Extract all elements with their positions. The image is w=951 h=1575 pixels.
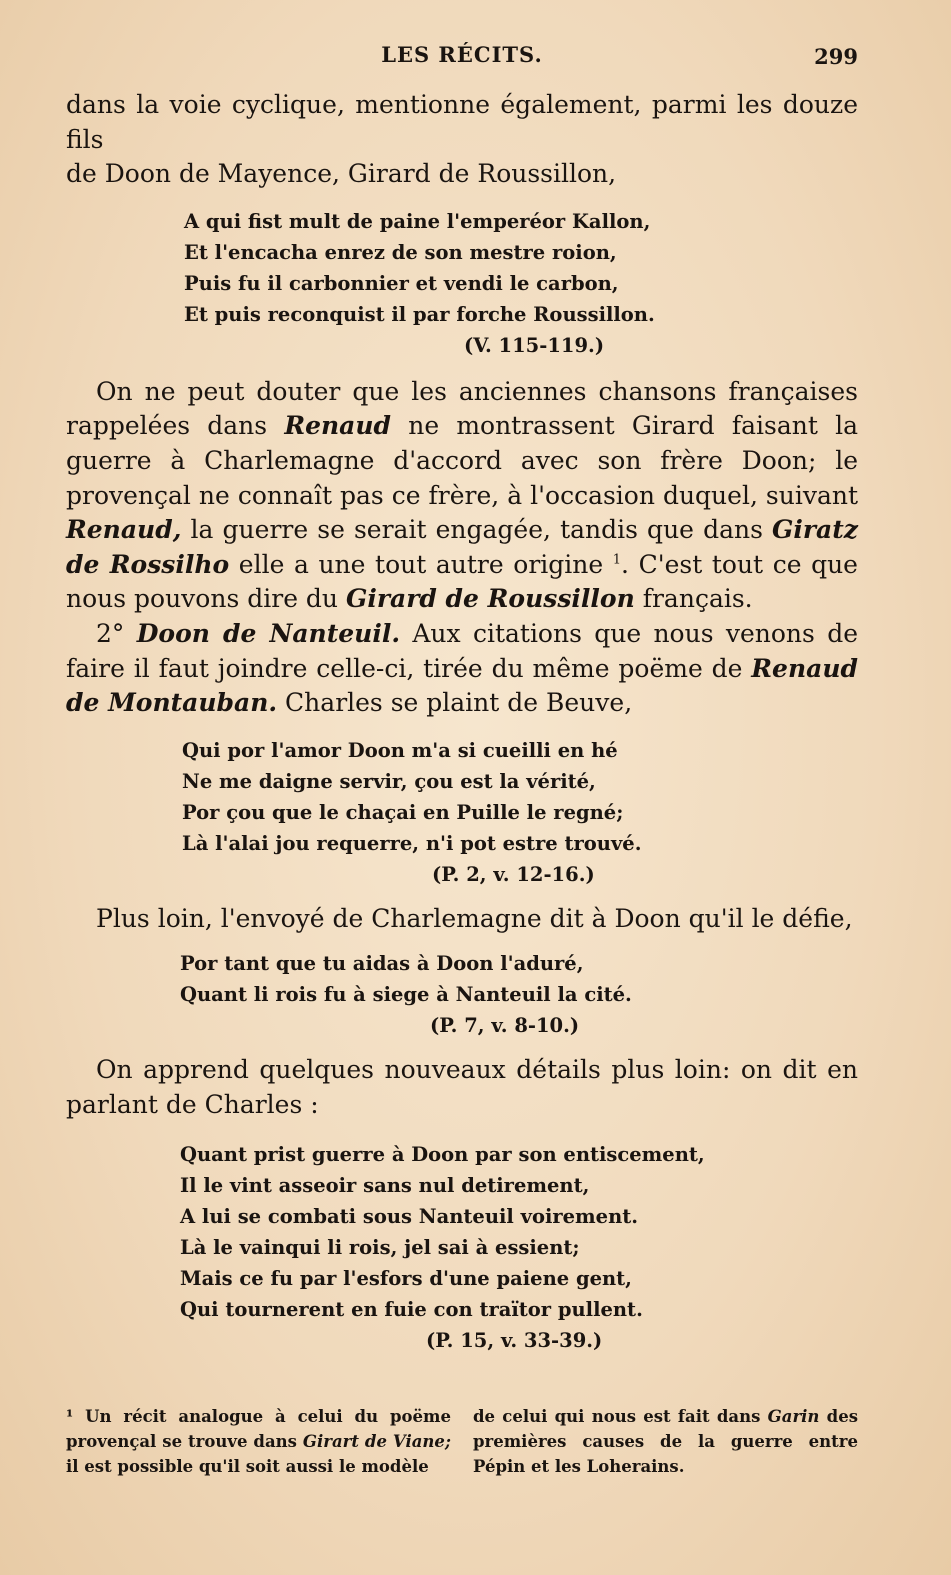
page-number: 299	[814, 44, 858, 69]
italic-title-doon: Doon de Nanteuil.	[136, 618, 401, 648]
verse-line: Là le vainqui li rois, jel sai à essient;	[180, 1235, 580, 1259]
verse-line: Puis fu il carbonnier et vendi le carbon,	[184, 271, 619, 295]
verse-line: Qui tournerent en fuie con traïtor pullent.	[180, 1297, 643, 1321]
running-title: LES RÉCITS.	[381, 42, 543, 67]
paragraph-1	[66, 88, 858, 192]
paragraph-2-text-j: français.	[634, 584, 753, 614]
verse-line: Quant prist guerre à Doon par son entiscement,	[180, 1142, 705, 1166]
paragraph-1-line-2: de Doon de Mayence, Girard de Roussillon,	[66, 159, 617, 189]
verse-line: Là l'alai jou requerre, n'i pot estre trouvé.	[182, 831, 642, 855]
running-head	[66, 42, 858, 72]
footnote-left-text-a: Un récit analogue à celui du poëme provençal se trouve dans	[66, 1407, 451, 1451]
paragraph-2-text-a: On ne peut douter que les anciennes chansons françaises rappelées dans	[66, 376, 858, 441]
verse-line: Il le vint asseoir sans nul detirement,	[180, 1173, 590, 1197]
footnote-mark: ¹	[66, 1407, 74, 1426]
paragraph-2-text-c: ne montrassent Girard faisant la guerre à Charlemagne d'accord avec son frère Doon; le provençal ne connaît pas ce frère, à l'occasion duquel, suivant	[66, 411, 858, 510]
paragraph-1-line-1: dans la voie cyclique, mentionne également, parmi les douze fils	[66, 90, 858, 154]
italic-title-girard: Girard de Roussillon	[345, 584, 635, 614]
paragraph-2-text-e: la guerre se serait engagée, tandis que dans	[181, 515, 773, 545]
verse-line: A lui se combati sous Nanteuil voirement.	[180, 1204, 639, 1228]
paragraph-3-text-c: Aux citations que nous venons de faire il faut joindre celle-ci, tirée du même poëme de	[66, 618, 858, 683]
paragraph-2	[66, 375, 858, 617]
verse-line: Por çou que le chaçai en Puille le regné;	[182, 800, 624, 824]
body-text	[66, 88, 858, 1356]
verse-line: Qui por l'amor Doon m'a si cueilli en hé	[182, 738, 618, 762]
italic-title-giratz: Giratz de Rossilho	[66, 515, 858, 579]
footnote-column-left	[66, 1404, 451, 1479]
footnote-column-right	[473, 1404, 858, 1479]
verse-block-1	[184, 206, 858, 361]
footnote-italic-girart: Girart de Viane;	[302, 1432, 451, 1451]
verse-line: Quant li rois fu à siege à Nanteuil la cité.	[180, 983, 632, 1007]
verse-line: A qui fist mult de paine l'emperéor Kallon,	[184, 209, 651, 233]
verse-reference: (P. 2, v. 12-16.)	[432, 862, 595, 886]
paragraph-2-text-g: elle a une tout autre origine	[229, 549, 613, 579]
italic-title-montauban: Renaud de Montauban.	[66, 653, 858, 718]
verse-line: Ne me daigne servir, çou est la vérité,	[182, 769, 596, 793]
verse-line: Et l'encacha enrez de son mestre roion,	[184, 240, 617, 264]
footnote-right-text-a: de celui qui nous est fait dans	[473, 1407, 768, 1426]
footnote-left-text-b: il est possible qu'il soit aussi le modèle	[66, 1457, 429, 1476]
paragraph-2-text-h: . C'est tout ce que nous pouvons dire du	[66, 549, 858, 614]
footnote-italic-garin: Garin	[767, 1407, 820, 1426]
paragraph-3	[66, 617, 858, 721]
paragraph-4: Plus loin, l'envoyé de Charlemagne dit à Doon qu'il le défie,	[96, 903, 853, 933]
footnotes	[66, 1404, 858, 1479]
verse-reference: (P. 15, v. 33-39.)	[426, 1328, 603, 1352]
paragraph-3-text-e: Charles se plaint de Beuve,	[277, 688, 633, 718]
verse-line: Por tant que tu aidas à Doon l'aduré,	[180, 952, 584, 976]
verse-reference: (V. 115-119.)	[464, 333, 605, 357]
paragraph-5: On apprend quelques nouveaux détails plus loin: on dit en parlant de Charles :	[66, 1055, 858, 1119]
verse-block-2	[182, 735, 858, 890]
verse-line: Et puis reconquist il par forche Roussillon.	[184, 302, 655, 326]
verse-reference: (P. 7, v. 8-10.)	[430, 1014, 580, 1038]
paragraph-3-text-a: 2°	[96, 618, 137, 648]
footnote-reference-1: 1	[612, 552, 622, 568]
verse-block-4	[180, 1139, 858, 1356]
verse-block-3	[180, 948, 858, 1041]
footnote-right-text-b: des premières causes de la guerre entre Pépin et les Loherains.	[473, 1407, 858, 1476]
italic-title-renaud-2: Renaud,	[66, 515, 182, 545]
italic-title-renaud: Renaud	[284, 411, 392, 441]
verse-line: Mais ce fu par l'esfors d'une paiene gent,	[180, 1266, 632, 1290]
